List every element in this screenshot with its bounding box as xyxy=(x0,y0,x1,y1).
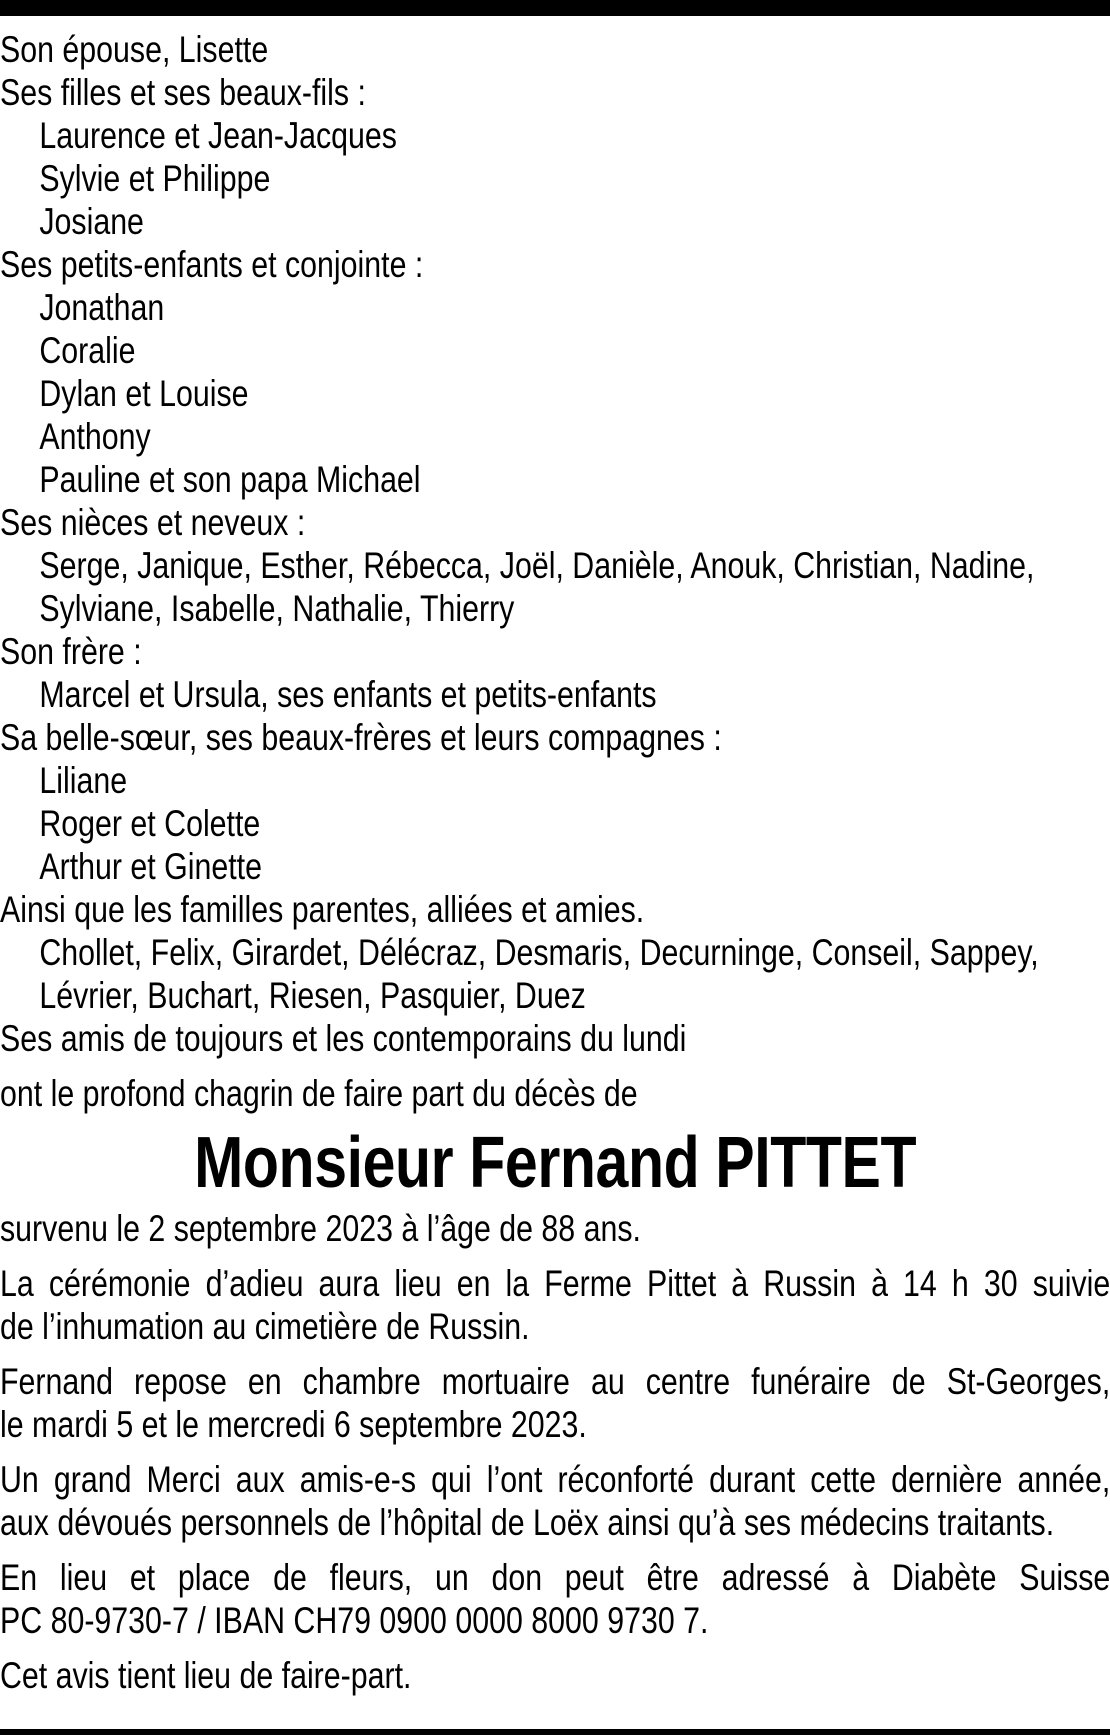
paragraph-line: En lieu et place de fleurs, un don peut être adressé à Diabète Suisse xyxy=(0,1557,1110,1598)
paragraph xyxy=(0,1654,1110,1697)
family-member: Anthony xyxy=(39,416,151,457)
paragraph-line: PC 80-9730-7 / IBAN CH79 0900 0000 8000 9730 7. xyxy=(0,1600,709,1641)
family-member: Lévrier, Buchart, Riesen, Pasquier, Duez xyxy=(39,975,586,1016)
obituary-notice xyxy=(0,28,1110,1697)
family-group-heading: Ses amis de toujours et les contemporains du lundi xyxy=(0,1018,687,1059)
family-member: Sylvie et Philippe xyxy=(39,158,271,199)
family-member: Jonathan xyxy=(39,287,165,328)
paragraph xyxy=(0,1262,1110,1348)
family-member: Sylviane, Isabelle, Nathalie, Thierry xyxy=(39,588,515,629)
family-group-heading: Ses petits-enfants et conjointe : xyxy=(0,244,424,285)
family-member: Serge, Janique, Esther, Rébecca, Joël, Danièle, Anouk, Christian, Nadine, xyxy=(39,545,1035,586)
paragraph-line: Un grand Merci aux amis-e-s qui l’ont réconforté durant cette dernière année, xyxy=(0,1459,1110,1500)
paragraph-line: Cet avis tient lieu de faire-part. xyxy=(0,1655,412,1696)
family-group-heading: Ses filles et ses beaux-fils : xyxy=(0,72,366,113)
family-group-heading: Ses nièces et neveux : xyxy=(0,502,306,543)
details xyxy=(0,1207,1110,1697)
family-member: Liliane xyxy=(39,760,128,801)
paragraph-line: Fernand repose en chambre mortuaire au centre funéraire de St-Georges, xyxy=(0,1361,1110,1402)
family-group-heading: Sa belle-sœur, ses beaux-frères et leurs compagnes : xyxy=(0,717,722,758)
family-group-heading: Son épouse, Lisette xyxy=(0,29,269,70)
family-member: Pauline et son papa Michael xyxy=(39,459,421,500)
paragraph-line: le mardi 5 et le mercredi 6 septembre 2023. xyxy=(0,1404,587,1445)
deceased-name: Monsieur Fernand PITTET xyxy=(194,1123,917,1203)
paragraph xyxy=(0,1556,1110,1642)
family-group-heading: Ainsi que les familles parentes, alliées et amies. xyxy=(0,889,645,930)
family-member: Marcel et Ursula, ses enfants et petits-enfants xyxy=(39,674,657,715)
family-member: Dylan et Louise xyxy=(39,373,249,414)
paragraph xyxy=(0,1458,1110,1544)
family-member: Josiane xyxy=(39,201,144,242)
family-member: Roger et Colette xyxy=(39,803,261,844)
family-member: Chollet, Felix, Girardet, Délécraz, Desmaris, Decurninge, Conseil, Sappey, xyxy=(39,932,1039,973)
family-member: Coralie xyxy=(39,330,136,371)
family-group-heading: Son frère : xyxy=(0,631,142,672)
announcement: ont le profond chagrin de faire part du décès de xyxy=(0,1073,638,1114)
paragraph-line: aux dévoués personnels de l’hôpital de Loëx ainsi qu’à ses médecins traitants. xyxy=(0,1502,1055,1543)
paragraph xyxy=(0,1207,1110,1250)
paragraph-line: La cérémonie d’adieu aura lieu en la Ferme Pittet à Russin à 14 h 30 suivie xyxy=(0,1263,1110,1304)
top-border xyxy=(0,0,1110,16)
family-list xyxy=(0,28,1110,1060)
paragraph-line: survenu le 2 septembre 2023 à l’âge de 88 ans. xyxy=(0,1208,641,1249)
family-member: Arthur et Ginette xyxy=(39,846,262,887)
paragraph-line: de l’inhumation au cimetière de Russin. xyxy=(0,1306,530,1347)
family-member: Laurence et Jean-Jacques xyxy=(39,115,397,156)
bottom-border xyxy=(0,1729,1110,1735)
paragraph xyxy=(0,1360,1110,1446)
